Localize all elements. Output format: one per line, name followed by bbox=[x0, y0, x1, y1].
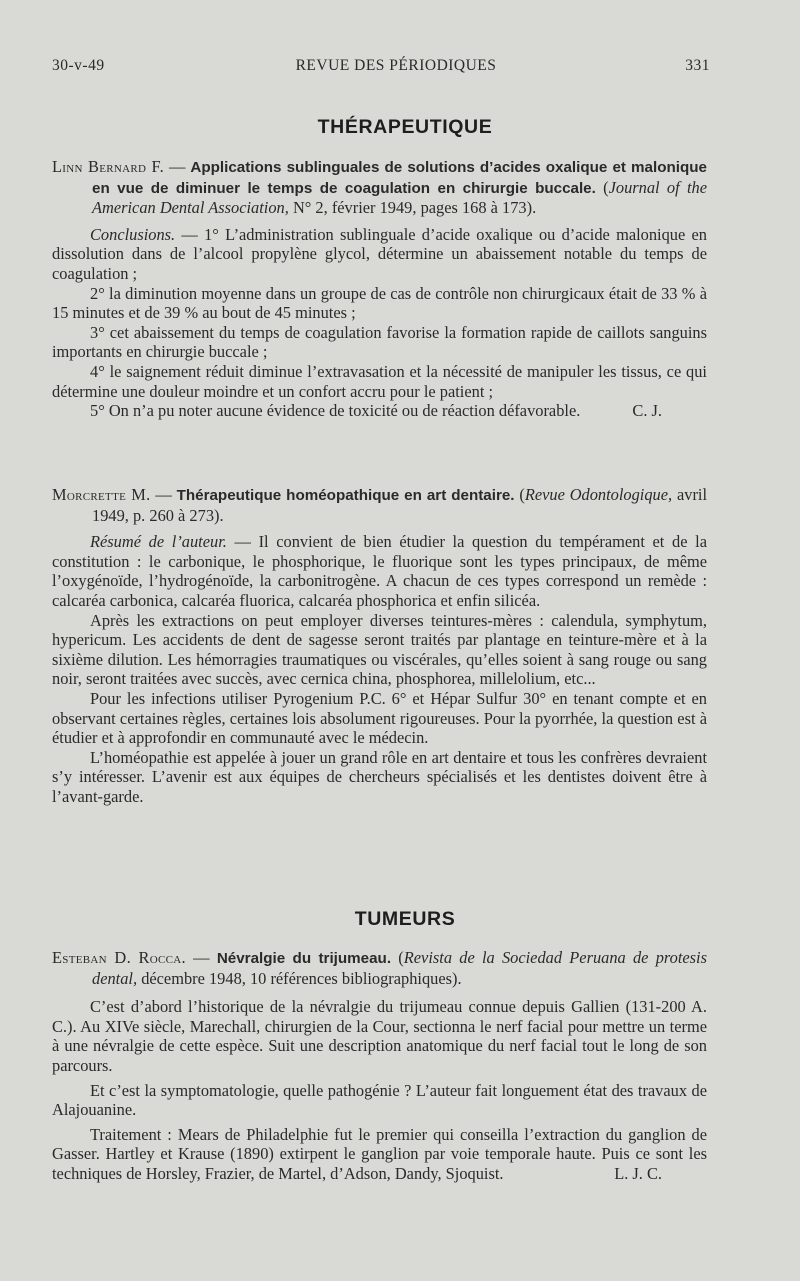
publication-details: avril 1949, p. 260 à 273). bbox=[92, 485, 708, 525]
paragraph: Pour les infections utiliser Pyrogenium P.C. 6° et Hépar Sulfur 30° en tenant compte et en observant certaines règles, certaines lois absolument rigoureuses. Pour la pyorrhée, la question est à étudier et à approfondir en communauté avec le médecin. bbox=[52, 688, 707, 748]
entry-morcrette bbox=[52, 485, 707, 807]
paragraph: C’est d’abord l’historique de la névralgie du trijumeau connue depuis Gallien (131-200 A. C.). Au XIVe siècle, Marechall, chirurgien de la Cour, sectionna le nerf facial pour mettre un terme à une névralgie de cette espèce. Suit une description anatomique du nerf facial tout le long de son parcours. bbox=[52, 997, 707, 1075]
article-title: Thérapeutique homéopathique en art dentaire. bbox=[176, 487, 515, 504]
paragraph: 3° cet abaissement du temps de coagulation favorise la formation rapide de caillots sanguins importants en chirurgie buccale ; bbox=[52, 322, 707, 362]
paragraph: Et c’est la symptomatologie, quelle pathogénie ? L’auteur fait longuement état des travaux de Alajouanine. bbox=[52, 1080, 707, 1120]
journal-name: Revue Odontologique, bbox=[524, 485, 673, 504]
entry-heading: Linn Bernard F. — Applications sublinguales de solutions d’acides oxalique et malonique en vue de diminuer le temps de coagulation en chirurgie buccale. (Journal of the American Dental Association, N° 2, février 1949, pages 168 à 173). bbox=[52, 157, 707, 218]
header-journal-title: REVUE DES PÉRIODIQUES bbox=[295, 57, 497, 74]
paragraph: Résumé de l’auteur. — Il convient de bien étudier la question du tempérament et de la constitution : le carbonique, le phosphorique, le fluorique sont les types principaux, de même l’oxygénoïde, l’hydrogénoïde, la carbonitrogène. A chacun de ces types correspond un remède : calcaréa carbonica, calcaréa fluorica, calcaréa phosphorica et enfin silicéa. bbox=[52, 532, 707, 610]
header-date: 30-v-49 bbox=[52, 57, 105, 74]
entry-author: Linn Bernard F. bbox=[52, 157, 165, 176]
section-title-therapeutique: THÉRAPEUTIQUE bbox=[317, 116, 493, 138]
paragraph-text: Traitement : Mears de Philadelphie fut le premier qui conseilla l’extraction du ganglion de Gasser. Hartley et Krause (1890) extirpent le ganglion par voie temporale haute. Puis ce sont les techniques de Horsley, Frazier, de Martel, d’Adson, Dandy, Sjoquist. bbox=[52, 1124, 707, 1183]
publication-details: décembre 1948, 10 références bibliographiques). bbox=[141, 968, 462, 988]
article-title: Névralgie du trijumeau. bbox=[216, 950, 392, 967]
entry-linn bbox=[52, 157, 707, 421]
page-number: 331 bbox=[685, 57, 710, 74]
entry-heading: Esteban D. Rocca. — Névralgie du trijumeau. (Revista de la Sociedad Peruana de protesis dental, décembre 1948, 10 références bibliographiques). bbox=[52, 948, 707, 988]
journal-name: Revista de la Sociedad Peruana de protesis dental, bbox=[92, 948, 707, 988]
lead-label: Conclusions. bbox=[90, 224, 176, 244]
paragraph-text: 1° L’administration sublinguale d’acide oxalique ou d’acide malonique en dissolution dans de l’alcool propylène glycol, détermine un abaissement notable du temps de coagulation ; bbox=[52, 224, 707, 283]
entry-author: Morcrette M. bbox=[52, 485, 151, 504]
section-title-tumeurs: TUMEURS bbox=[354, 908, 456, 930]
paragraph: Conclusions. — 1° L’administration sublinguale d’acide oxalique ou d’acide malonique en dissolution dans de l’alcool propylène glycol, détermine un abaissement notable du temps de coagulation ; bbox=[52, 224, 707, 283]
publication-details: N° 2, février 1949, pages 168 à 173). bbox=[292, 198, 537, 218]
paragraph-text: Il convient de bien étudier la question du tempérament et de la constitution : le carbonique, le phosphorique, le fluorique sont les types principaux, de même l’oxygénoïde, l’hydrogénoïde, la carbonitrogène. A chacun de ces types correspond un remède : calcaréa carbonica, calcaréa fluorica, calcaréa phosphorica et enfin silicéa. bbox=[52, 532, 707, 610]
lead-label: Résumé de l’auteur. bbox=[90, 532, 227, 552]
entry-rocca bbox=[52, 948, 707, 1184]
paragraph-text: 5° On n’a pu noter aucune évidence de toxicité ou de réaction défavorable. bbox=[90, 401, 581, 421]
article-title: Applications sublinguales de solutions d’acides oxalique et malonique en vue de diminuer le temps de coagulation en chirurgie buccale. bbox=[92, 159, 707, 197]
paragraph bbox=[52, 401, 707, 421]
paragraph bbox=[52, 1125, 707, 1184]
paragraph: 4° le saignement réduit diminue l’extravasation et la nécessité de manipuler les tissus, ce qui détermine une douleur moindre et un confort accru pour le patient ; bbox=[52, 361, 707, 401]
entry-author: Esteban D. Rocca. bbox=[52, 948, 186, 967]
reviewer-signature: C. J. bbox=[632, 401, 662, 421]
paragraph: 2° la diminution moyenne dans un groupe de cas de contrôle non chirurgicaux était de 33 % à 15 minutes et de 39 % au bout de 45 minutes ; bbox=[52, 283, 707, 323]
paragraph: L’homéopathie est appelée à jouer un grand rôle en art dentaire et tous les confrères devraient s’y intéresser. L’avenir est aux équipes de chercheurs spécialisés et les dentistes doivent être à l’avant-garde. bbox=[52, 747, 707, 806]
reviewer-signature: L. J. C. bbox=[614, 1163, 662, 1183]
paragraph: Après les extractions on peut employer diverses teintures-mères : calendula, symphytum, hypericum. Les accidents de dent de sagesse seront traités par plantage en teinture-mère et à la sixième dilution. Les hémorragies traumatiques ou viscérales, qu’elles soient à sang rouge ou sang noir, seront traitées avec succès, avec cernica china, phosphorea, millelolium, etc... bbox=[52, 610, 707, 689]
journal-name: Journal of the American Dental Association, bbox=[92, 177, 707, 218]
entry-heading: Morcrette M. — Thérapeutique homéopathique en art dentaire. (Revue Odontologique, avril 1949, p. 260 à 273). bbox=[52, 485, 708, 525]
